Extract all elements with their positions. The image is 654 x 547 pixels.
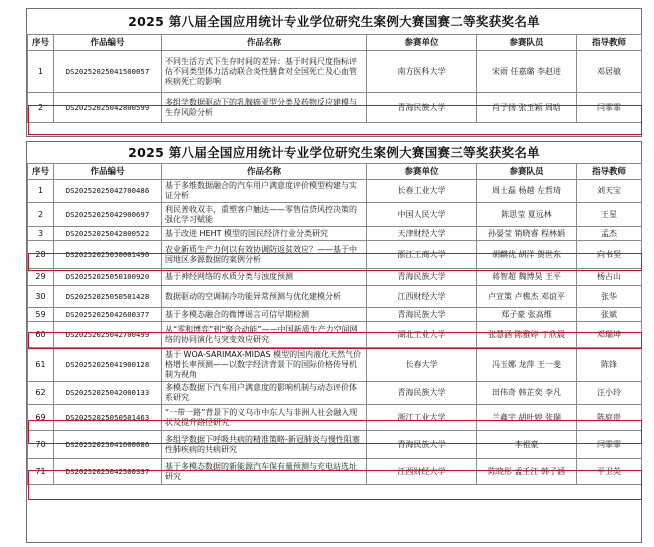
table-row <box>28 227 642 241</box>
row-advisor: 闫霏霏 <box>577 431 642 459</box>
row-unit: 青海民族大学 <box>367 93 477 123</box>
table-row <box>28 405 642 431</box>
table-row <box>28 180 642 203</box>
row-id: DS20252025041500057 <box>54 51 162 93</box>
row-no: 60 <box>28 322 54 348</box>
third-prize-panel <box>26 141 642 543</box>
header-name: 作品名称 <box>162 35 367 51</box>
table-header-row <box>28 164 642 180</box>
row-id: DS20252025042800599 <box>54 93 162 123</box>
header-unit: 参赛单位 <box>367 35 477 51</box>
table-row <box>28 308 642 322</box>
row-no: 69 <box>28 405 54 431</box>
row-unit: 江西财经大学 <box>367 459 477 485</box>
row-members: 李祖豪 <box>477 431 577 459</box>
row-members: 陈思莹 夏远林 <box>477 203 577 227</box>
table-header-row <box>28 35 642 51</box>
row-advisor: 张华 <box>577 286 642 308</box>
row-advisor: 平卫英 <box>577 459 642 485</box>
row-no: 29 <box>28 269 54 286</box>
row-id: DS20252025050001490 <box>54 241 162 269</box>
row-members: 张慧涵 陈雅婷 丁欣晨 <box>477 322 577 348</box>
row-unit: 长春大学 <box>367 348 477 382</box>
header-id: 作品编号 <box>54 35 162 51</box>
table-row <box>28 269 642 286</box>
row-members: 卢宣策 卢樵杰 邓谊平 <box>477 286 577 308</box>
row-name: 多组学数据驱动下的乳腺癌亚型分类及药物反应建模与生存风险分析 <box>162 93 367 123</box>
row-id: DS20252025050501428 <box>54 286 162 308</box>
row-id: DS20252025042000133 <box>54 382 162 405</box>
row-members: 肖子扬 张玉颖 周晗 <box>477 93 577 123</box>
row-advisor: 陈锋 <box>577 348 642 382</box>
row-no: 3 <box>28 227 54 241</box>
row-no: 61 <box>28 348 54 382</box>
row-members: 蒋智超 魏博昊 王平 <box>477 269 577 286</box>
row-no: 2 <box>28 93 54 123</box>
table-row <box>28 382 642 405</box>
row-name: 基于多模态融合的微博谣言可信早期检测 <box>162 308 367 322</box>
row-advisor: 闫霏霏 <box>577 93 642 123</box>
row-name: 基于 WOA-SARIMAX-MIDAS 模型的国内液化天然气价格增长率预测——以数字经济背景下的国际价格传导机制为视角 <box>162 348 367 382</box>
row-no: 59 <box>28 308 54 322</box>
row-unit: 湖北工业大学 <box>367 322 477 348</box>
row-name: 农业新质生产力何以有效协调防返贫效应？——基于中国地区多源数据的案例分析 <box>162 241 367 269</box>
second-prize-title: 2025 第八届全国应用统计专业学位研究生案例大赛国赛二等奖获奖名单 <box>128 14 540 29</box>
table-row <box>28 348 642 382</box>
row-id: DS20252025050100920 <box>54 269 162 286</box>
row-advisor: 汪小玲 <box>577 382 642 405</box>
table-row <box>28 431 642 459</box>
row-no: 2 <box>28 203 54 227</box>
row-unit: 青海民族大学 <box>367 308 477 322</box>
header-members: 参赛队员 <box>477 164 577 180</box>
row-id: DS20252025041900128 <box>54 348 162 382</box>
row-advisor: 邓居敏 <box>577 51 642 93</box>
row-no: 70 <box>28 431 54 459</box>
row-name: 从“零和博弈”到“聚合动能”——中国新质生产力空间网络的协同演化与突变效应研究 <box>162 322 367 348</box>
row-members: 孙晏莹 销晓睿 程林娟 <box>477 227 577 241</box>
row-advisor: 王星 <box>577 203 642 227</box>
header-unit: 参赛单位 <box>367 164 477 180</box>
row-unit: 青海民族大学 <box>367 382 477 405</box>
row-members: 郑子豪 张高维 <box>477 308 577 322</box>
row-name: 基于神经网络的水质分类与浊度预测 <box>162 269 367 286</box>
row-id: DS20252025042800522 <box>54 227 162 241</box>
row-id: DS20252025042500337 <box>54 459 162 485</box>
table-row <box>28 203 642 227</box>
table-row <box>28 93 642 123</box>
table-row <box>28 286 642 308</box>
table-row <box>28 459 642 485</box>
row-id: DS20252025042600377 <box>54 308 162 322</box>
row-advisor: 刘天宝 <box>577 180 642 203</box>
row-members: 田伟奇 韩芷奕 李凡 <box>477 382 577 405</box>
row-no: 28 <box>28 241 54 269</box>
row-unit: 江西财经大学 <box>367 286 477 308</box>
table-row <box>28 322 642 348</box>
row-unit: 青海民族大学 <box>367 269 477 286</box>
row-name: 不同生活方式下生存时间的差异：基于时间尺度指标评估不同类型体力活动联合炎性膳食对全国死亡及心血管疾病死亡的影响 <box>162 51 367 93</box>
header-members: 参赛队员 <box>477 35 577 51</box>
row-no: 71 <box>28 459 54 485</box>
row-id: DS20252025042900697 <box>54 203 162 227</box>
header-no: 序号 <box>28 164 54 180</box>
row-advisor: 张斌 <box>577 308 642 322</box>
third-prize-table <box>27 163 642 485</box>
row-unit: 青海民族大学 <box>367 431 477 459</box>
row-unit: 长春工业大学 <box>367 180 477 203</box>
header-name: 作品名称 <box>162 164 367 180</box>
row-advisor: 向书坚 <box>577 241 642 269</box>
row-advisor: 邓瑞坤 <box>577 322 642 348</box>
row-name: 基于多模态数据的新能源汽车保有量预测与充电站选址研究 <box>162 459 367 485</box>
row-id: DS20252025042700499 <box>54 322 162 348</box>
row-name: 基于改进 HEHT 模型的国民经济行业分类研究 <box>162 227 367 241</box>
row-unit: 浙江工业大学 <box>367 405 477 431</box>
row-unit: 天津财经大学 <box>367 227 477 241</box>
row-name: 利民普收双丰，重塑客户触达——零售信贷风控决策的强化学习赋能 <box>162 203 367 227</box>
row-name: 多模态数据下汽车用户满意度的影响机制与动态评价体系研究 <box>162 382 367 405</box>
row-id: DS20252025042700486 <box>54 180 162 203</box>
row-advisor: 杨占山 <box>577 269 642 286</box>
row-no: 1 <box>28 51 54 93</box>
row-unit: 中国人民大学 <box>367 203 477 227</box>
row-id: DS20252025041600086 <box>54 431 162 459</box>
header-advisor: 指导教师 <box>577 35 642 51</box>
row-id: DS20252025050501463 <box>54 405 162 431</box>
row-name: 基于多维数据融合的汽车用户满意度评价模型构建与实证分析 <box>162 180 367 203</box>
header-id: 作品编号 <box>54 164 162 180</box>
row-members: 周士磊 杨越 左哲琦 <box>477 180 577 203</box>
row-no: 1 <box>28 180 54 203</box>
row-no: 30 <box>28 286 54 308</box>
row-members: 兰鑫宇 胡叶婷 张瑞 <box>477 405 577 431</box>
header-no: 序号 <box>28 35 54 51</box>
second-prize-table <box>27 34 642 123</box>
row-no: 62 <box>28 382 54 405</box>
row-members: 陈晓彤 孟壬江 韩子涵 <box>477 459 577 485</box>
row-members: 宋雨 任嘉璐 李赵进 <box>477 51 577 93</box>
row-unit: 南方医科大学 <box>367 51 477 93</box>
row-advisor: 陈庭贵 <box>577 405 642 431</box>
row-name: “一带一路”背景下的义乌市中东人与非洲人社会融入现状及提升路径研究 <box>162 405 367 431</box>
row-name: 数据驱动的空调制冷功能异常预测与优化建模分析 <box>162 286 367 308</box>
row-members: 胡麒优 胡洋 贺世东 <box>477 241 577 269</box>
row-unit: 浙江工商大学 <box>367 241 477 269</box>
table-row <box>28 51 642 93</box>
row-advisor: 孟杰 <box>577 227 642 241</box>
second-prize-panel <box>26 8 642 137</box>
header-advisor: 指导教师 <box>577 164 642 180</box>
third-prize-title: 2025 第八届全国应用统计专业学位研究生案例大赛国赛三等奖获奖名单 <box>128 145 540 160</box>
table-row <box>28 241 642 269</box>
row-members: 冯玉娜 龙萍 王一斐 <box>477 348 577 382</box>
row-name: 多组学数据下呼吸共病的精准策略-新冠肺炎与慢性阻塞性肺疾病的共病研究 <box>162 431 367 459</box>
